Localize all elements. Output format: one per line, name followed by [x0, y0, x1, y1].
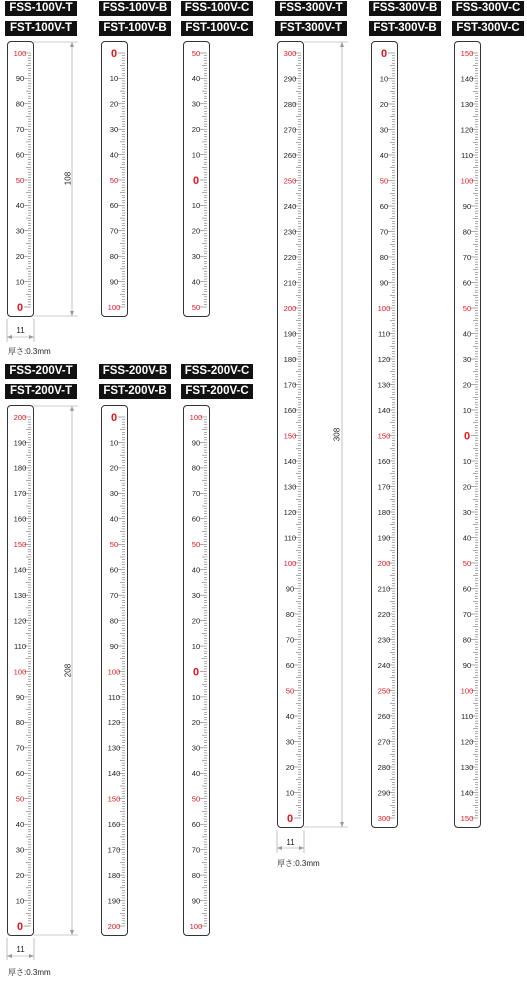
scale-number: 50 — [191, 794, 201, 804]
scale-number: 30 — [462, 507, 472, 517]
scale-number: 0 — [380, 48, 388, 60]
scale-number: 20 — [109, 463, 119, 473]
scale-number: 90 — [15, 74, 25, 84]
scale-number: 40 — [191, 277, 201, 287]
scale-number: 180 — [13, 463, 27, 473]
model-label: FSS-100V-B — [99, 1, 171, 16]
scale-number: 40 — [285, 711, 295, 721]
scale-number: 130 — [460, 762, 474, 772]
width-label: 11 — [286, 838, 295, 847]
scale-number: 100 — [13, 48, 27, 58]
scale-number: 110 — [377, 329, 391, 339]
ruler-scale — [184, 42, 209, 316]
scale-number: 180 — [377, 507, 391, 517]
scale-number: 160 — [13, 514, 27, 524]
scale-number: 160 — [107, 820, 121, 829]
scale-number: 260 — [377, 711, 391, 721]
scale-number: 50 — [191, 302, 201, 312]
model-label: FST-300V-B — [369, 21, 441, 36]
scale-number: 30 — [191, 252, 201, 261]
scale-number: 210 — [377, 584, 391, 594]
ruler — [371, 41, 398, 828]
scale-number: 100 — [107, 302, 121, 312]
scale-number: 10 — [109, 438, 119, 448]
scale-number: 0 — [110, 48, 118, 60]
ruler-scale — [8, 406, 33, 935]
width-label: 11 — [16, 326, 25, 335]
scale-number: 60 — [15, 150, 25, 160]
width-label: 11 — [16, 945, 25, 954]
thickness-label: 厚さ:0.3mm — [8, 347, 51, 356]
scale-number: 30 — [379, 125, 389, 135]
ruler-scale — [372, 42, 397, 827]
scale-number: 300 — [283, 48, 297, 58]
scale-number: 30 — [191, 590, 201, 600]
model-label: FSS-200V-T — [5, 364, 77, 379]
scale-number: 20 — [285, 762, 295, 772]
scale-number: 30 — [109, 125, 119, 134]
scale-number: 90 — [379, 278, 389, 288]
scale-number: 60 — [191, 820, 201, 829]
scale-number: 40 — [462, 329, 472, 339]
scale-number: 0 — [16, 302, 24, 314]
model-label: FST-100V-T — [5, 21, 77, 36]
ruler-scale — [455, 42, 480, 827]
scale-number: 70 — [15, 743, 25, 753]
dimension-label: 208 — [63, 663, 73, 678]
scale-number: 200 — [107, 921, 121, 931]
scale-number: 80 — [191, 463, 201, 473]
scale-number: 50 — [191, 48, 201, 58]
scale-number: 20 — [191, 718, 201, 728]
ruler — [183, 405, 210, 936]
scale-number: 200 — [13, 412, 27, 422]
scale-number: 50 — [15, 794, 25, 804]
scale-number: 150 — [460, 813, 474, 823]
scale-number: 80 — [191, 870, 201, 880]
scale-number: 10 — [285, 788, 295, 798]
model-label: FSS-200V-B — [99, 364, 171, 379]
scale-number: 190 — [377, 533, 391, 543]
scale-number: 70 — [379, 227, 389, 237]
scale-number: 30 — [191, 743, 201, 753]
ruler-scale — [8, 42, 33, 316]
scale-number: 290 — [283, 74, 297, 84]
scale-number: 220 — [377, 609, 391, 619]
scale-number: 50 — [462, 303, 472, 313]
ruler — [7, 41, 34, 317]
scale-number: 110 — [460, 150, 474, 160]
model-label: FSS-100V-C — [181, 1, 253, 16]
scale-number: 120 — [460, 737, 474, 747]
model-label: FSS-300V-T — [275, 1, 347, 16]
model-label: FSS-100V-T — [5, 1, 77, 16]
scale-number: 40 — [462, 533, 472, 543]
scale-number: 290 — [377, 788, 391, 798]
scale-number: 80 — [285, 609, 295, 619]
scale-number: 100 — [283, 558, 297, 568]
scale-number: 20 — [379, 99, 389, 109]
scale-number: 250 — [377, 686, 391, 696]
scale-number: 70 — [462, 609, 472, 619]
model-label: FST-300V-T — [275, 21, 347, 36]
scale-number: 170 — [107, 845, 121, 855]
thickness-label: 厚さ:0.3mm — [8, 968, 51, 977]
scale-number: 50 — [379, 176, 389, 186]
scale-number: 230 — [283, 227, 297, 237]
scale-number: 60 — [379, 201, 389, 211]
scale-number: 90 — [462, 660, 472, 670]
scale-number: 0 — [110, 412, 118, 424]
scale-number: 40 — [191, 769, 201, 779]
scale-number: 10 — [462, 405, 472, 415]
scale-number: 70 — [285, 635, 295, 645]
scale-number: 40 — [379, 150, 389, 160]
scale-number: 100 — [189, 412, 203, 422]
scale-number: 140 — [377, 405, 391, 415]
scale-number: 120 — [283, 507, 297, 517]
scale-number: 10 — [109, 74, 119, 84]
scale-number: 0 — [192, 175, 200, 187]
scale-number: 70 — [15, 125, 25, 134]
scale-number: 170 — [377, 482, 391, 492]
scale-number: 220 — [283, 252, 297, 262]
scale-number: 100 — [460, 176, 474, 186]
scale-number: 10 — [191, 641, 201, 651]
scale-number: 20 — [109, 99, 119, 109]
scale-number: 100 — [107, 667, 121, 677]
scale-number: 270 — [377, 737, 391, 747]
scale-number: 0 — [16, 921, 24, 933]
scale-number: 150 — [460, 48, 474, 58]
scale-number: 20 — [191, 125, 201, 134]
model-label: FST-200V-B — [99, 384, 171, 399]
scale-number: 80 — [462, 227, 472, 237]
scale-number: 300 — [377, 813, 391, 823]
model-label: FSS-200V-C — [181, 364, 253, 379]
scale-number: 50 — [15, 175, 25, 185]
scale-number: 190 — [283, 329, 297, 339]
scale-number: 40 — [191, 565, 201, 575]
scale-number: 280 — [283, 99, 297, 109]
ruler — [101, 41, 128, 317]
scale-number: 30 — [15, 226, 25, 236]
ruler-scale — [184, 406, 209, 935]
dimension-label: 308 — [332, 427, 342, 442]
scale-number: 90 — [109, 641, 119, 651]
scale-number: 50 — [109, 540, 119, 550]
scale-number: 150 — [107, 794, 121, 804]
scale-number: 60 — [109, 201, 119, 211]
scale-number: 130 — [377, 380, 391, 390]
scale-number: 60 — [462, 584, 472, 594]
scale-number: 10 — [191, 201, 201, 211]
scale-number: 80 — [379, 252, 389, 262]
scale-number: 190 — [13, 438, 27, 448]
scale-number: 120 — [460, 125, 474, 135]
scale-number: 140 — [13, 565, 27, 575]
thickness-label: 厚さ:0.3mm — [277, 859, 320, 868]
scale-number: 30 — [15, 845, 25, 855]
scale-number: 120 — [107, 718, 121, 728]
scale-number: 30 — [109, 489, 119, 499]
scale-number: 90 — [191, 896, 201, 906]
scale-number: 210 — [283, 278, 297, 288]
scale-number: 20 — [191, 226, 201, 236]
model-label: FST-200V-T — [5, 384, 77, 399]
ruler-scale — [102, 406, 127, 935]
scale-number: 180 — [107, 870, 121, 880]
scale-number: 100 — [13, 667, 27, 677]
scale-number: 10 — [191, 692, 201, 702]
scale-number: 110 — [460, 711, 474, 721]
scale-number: 280 — [377, 762, 391, 772]
model-label: FSS-300V-C — [452, 1, 524, 16]
scale-number: 100 — [460, 686, 474, 696]
ruler — [101, 405, 128, 936]
scale-number: 40 — [15, 820, 25, 829]
scale-number: 20 — [462, 482, 472, 492]
scale-number: 270 — [283, 125, 297, 135]
ruler — [454, 41, 481, 828]
scale-number: 30 — [191, 99, 201, 109]
scale-number: 80 — [462, 635, 472, 645]
scale-number: 80 — [109, 252, 119, 261]
ruler — [183, 41, 210, 317]
scale-number: 0 — [286, 813, 294, 825]
ruler-scale — [278, 42, 303, 827]
scale-number: 200 — [377, 558, 391, 568]
scale-number: 140 — [460, 788, 474, 798]
scale-number: 10 — [15, 896, 25, 906]
scale-number: 90 — [109, 277, 119, 287]
scale-number: 40 — [109, 514, 119, 524]
ruler — [7, 405, 34, 936]
scale-number: 140 — [283, 456, 297, 466]
scale-number: 30 — [285, 737, 295, 747]
scale-number: 10 — [191, 150, 201, 160]
scale-number: 170 — [283, 380, 297, 390]
scale-number: 60 — [191, 514, 201, 524]
scale-number: 240 — [283, 201, 297, 211]
scale-number: 50 — [109, 175, 119, 185]
scale-number: 30 — [462, 354, 472, 364]
scale-number: 60 — [285, 660, 295, 670]
scale-number: 80 — [15, 99, 25, 109]
scale-number: 50 — [462, 558, 472, 568]
scale-number: 150 — [13, 540, 27, 550]
scale-number: 40 — [191, 74, 201, 84]
scale-number: 70 — [109, 226, 119, 236]
scale-number: 50 — [191, 540, 201, 550]
scale-number: 0 — [463, 430, 471, 443]
scale-number: 70 — [462, 252, 472, 262]
scale-number: 100 — [189, 921, 203, 931]
scale-number: 20 — [15, 870, 25, 880]
scale-number: 190 — [107, 896, 121, 906]
scale-number: 260 — [283, 150, 297, 160]
scale-number: 160 — [377, 456, 391, 466]
scale-number: 90 — [15, 692, 25, 702]
scale-number: 250 — [283, 176, 297, 186]
model-label: FST-200V-C — [181, 384, 253, 399]
scale-number: 40 — [109, 150, 119, 160]
scale-number: 20 — [462, 380, 472, 390]
scale-number: 160 — [283, 405, 297, 415]
scale-number: 60 — [462, 278, 472, 288]
scale-number: 230 — [377, 635, 391, 645]
scale-number: 130 — [13, 590, 27, 600]
scale-number: 0 — [192, 666, 200, 679]
scale-number: 10 — [15, 277, 25, 287]
scale-number: 130 — [283, 482, 297, 492]
scale-number: 60 — [15, 769, 25, 779]
scale-number: 10 — [462, 456, 472, 466]
model-label: FST-300V-C — [452, 21, 524, 36]
scale-number: 130 — [460, 99, 474, 109]
scale-number: 140 — [460, 74, 474, 84]
scale-number: 100 — [377, 303, 391, 313]
scale-number: 240 — [377, 660, 391, 670]
scale-number: 110 — [107, 692, 121, 702]
scale-number: 130 — [107, 743, 121, 753]
model-label: FSS-300V-B — [369, 1, 441, 16]
dimension-label: 108 — [63, 171, 73, 186]
scale-number: 110 — [283, 533, 297, 543]
scale-number: 10 — [379, 74, 389, 84]
scale-number: 150 — [377, 431, 391, 441]
scale-number: 80 — [15, 718, 25, 728]
scale-number: 120 — [13, 616, 27, 626]
scale-number: 60 — [109, 565, 119, 575]
scale-number: 20 — [15, 252, 25, 261]
scale-number: 20 — [191, 616, 201, 626]
scale-number: 90 — [191, 438, 201, 448]
scale-number: 80 — [109, 616, 119, 626]
scale-number: 200 — [283, 303, 297, 313]
scale-number: 170 — [13, 489, 27, 499]
scale-number: 70 — [109, 590, 119, 600]
scale-number: 70 — [191, 845, 201, 855]
scale-number: 90 — [285, 584, 295, 594]
ruler-scale — [102, 42, 127, 316]
scale-number: 140 — [107, 769, 121, 779]
scale-number: 40 — [15, 201, 25, 211]
scale-number: 90 — [462, 201, 472, 211]
scale-number: 150 — [283, 431, 297, 441]
scale-number: 180 — [283, 354, 297, 364]
scale-number: 120 — [377, 354, 391, 364]
model-label: FST-100V-B — [99, 21, 171, 36]
model-label: FST-100V-C — [181, 21, 253, 36]
scale-number: 50 — [285, 686, 295, 696]
scale-number: 70 — [191, 489, 201, 499]
scale-number: 110 — [13, 641, 27, 651]
ruler — [277, 41, 304, 828]
